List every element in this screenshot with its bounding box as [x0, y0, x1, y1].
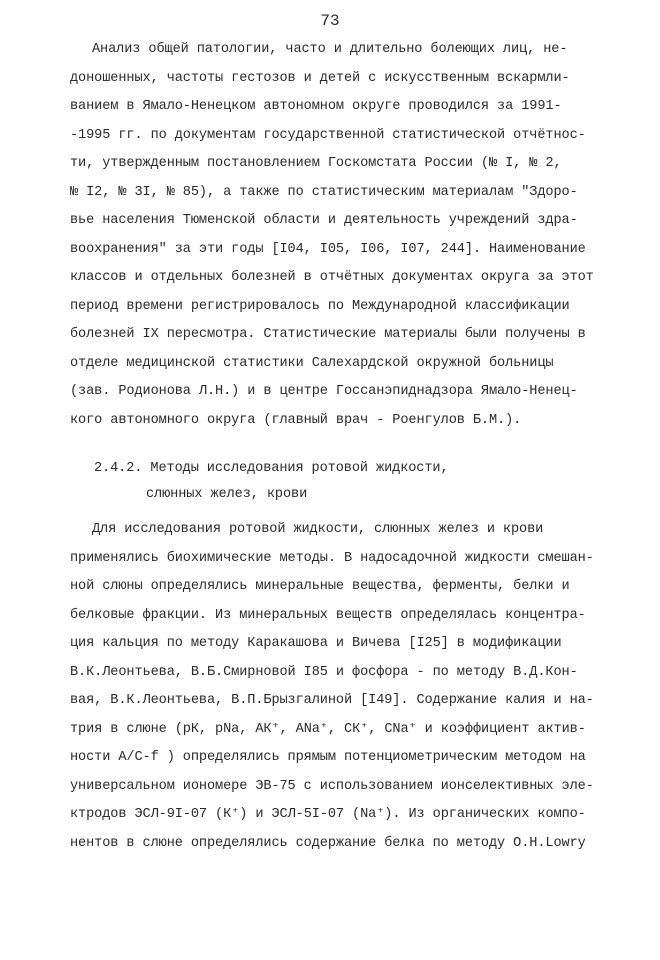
text-line: Для исследования ротовой жидкости, слюнных желез и крови [92, 522, 544, 537]
text-line: (зав. Родионова Л.Н.) и в центре Госсанэпиднадзора Ямало-Ненец- [70, 384, 578, 399]
text-line: белковые фракции. Из минеральных веществ определялась концентра- [70, 607, 586, 623]
text-line: вье населения Тюменской области и деятельность учреждений здра- [70, 213, 578, 228]
text-line: трия в слюне (рК, рNа, АК⁺, АNа⁺, СК⁺, СNа⁺ и коэффициент актив- [70, 721, 586, 737]
paragraph-patology-analysis [70, 36, 610, 435]
paragraph-methods [70, 516, 610, 858]
text-line: ванием в Ямало-Ненецком автономном округе проводился за 1991- [70, 99, 562, 114]
text-line: ция кальция по методу Каракашова и Вичева [I25] в модификации [70, 636, 562, 651]
section-heading [94, 456, 574, 508]
text-line: период времени регистрировалось по Международной классификации [70, 298, 570, 314]
text-line: № I2, № 3I, № 85), а также по статистическим материалам "Здоро- [70, 184, 578, 200]
text-line: ти, утвержденным постановлением Госкомстата России (№ I, № 2, [70, 156, 562, 171]
text-line: универсальном иономере ЭВ-75 с использованием ионселективных эле- [70, 778, 594, 794]
text-line: нентов в слюне определялись содержание белка по методу O.H.Lowry [70, 835, 586, 851]
text-line: кого автономного округа (главный врач - Роенгулов Б.М.). [70, 412, 522, 428]
text-line: В.К.Леонтьева, В.Б.Смирновой I85 и фосфора - по методу В.Д.Кон- [70, 664, 578, 680]
text-line: отделе медицинской статистики Салехардской окружной больницы [70, 355, 554, 371]
text-line: воохранения" за эти годы [I04, I05, I06, I07, 244]. Наименование [70, 241, 586, 257]
heading-line: 2.4.2. Методы исследования ротовой жидкости, [94, 461, 449, 476]
text-line: ктродов ЭСЛ-9I-07 (К⁺) и ЭСЛ-5I-07 (Nа⁺). Из органических компо- [70, 807, 586, 822]
text-line: доношенных, частоты гестозов и детей с искусственным вскармли- [70, 70, 570, 86]
text-line: ной слюны определялись минеральные вещества, ферменты, белки и [70, 579, 570, 594]
text-line: вая, В.К.Леонтьева, В.П.Брызгалиной [I49]. Содержание калия и на- [70, 693, 594, 708]
text-line: ности А/С-f ) определялись прямым потенциометрическим методом на [70, 750, 586, 765]
text-line: классов и отдельных болезней в отчётных документах округа за этот [70, 270, 594, 285]
text-line: Анализ общей патологии, часто и длительно болеющих лиц, не- [92, 42, 568, 57]
text-line: болезней IX пересмотра. Статистические материалы были получены в [70, 327, 586, 342]
heading-line: слюнных желез, крови [146, 487, 308, 502]
text-line: -1995 гг. по документам государственной статистической отчётнос- [70, 127, 586, 143]
text-line: применялись биохимические методы. В надосадочной жидкости смешан- [70, 550, 594, 566]
page-number: 73 [320, 12, 340, 30]
